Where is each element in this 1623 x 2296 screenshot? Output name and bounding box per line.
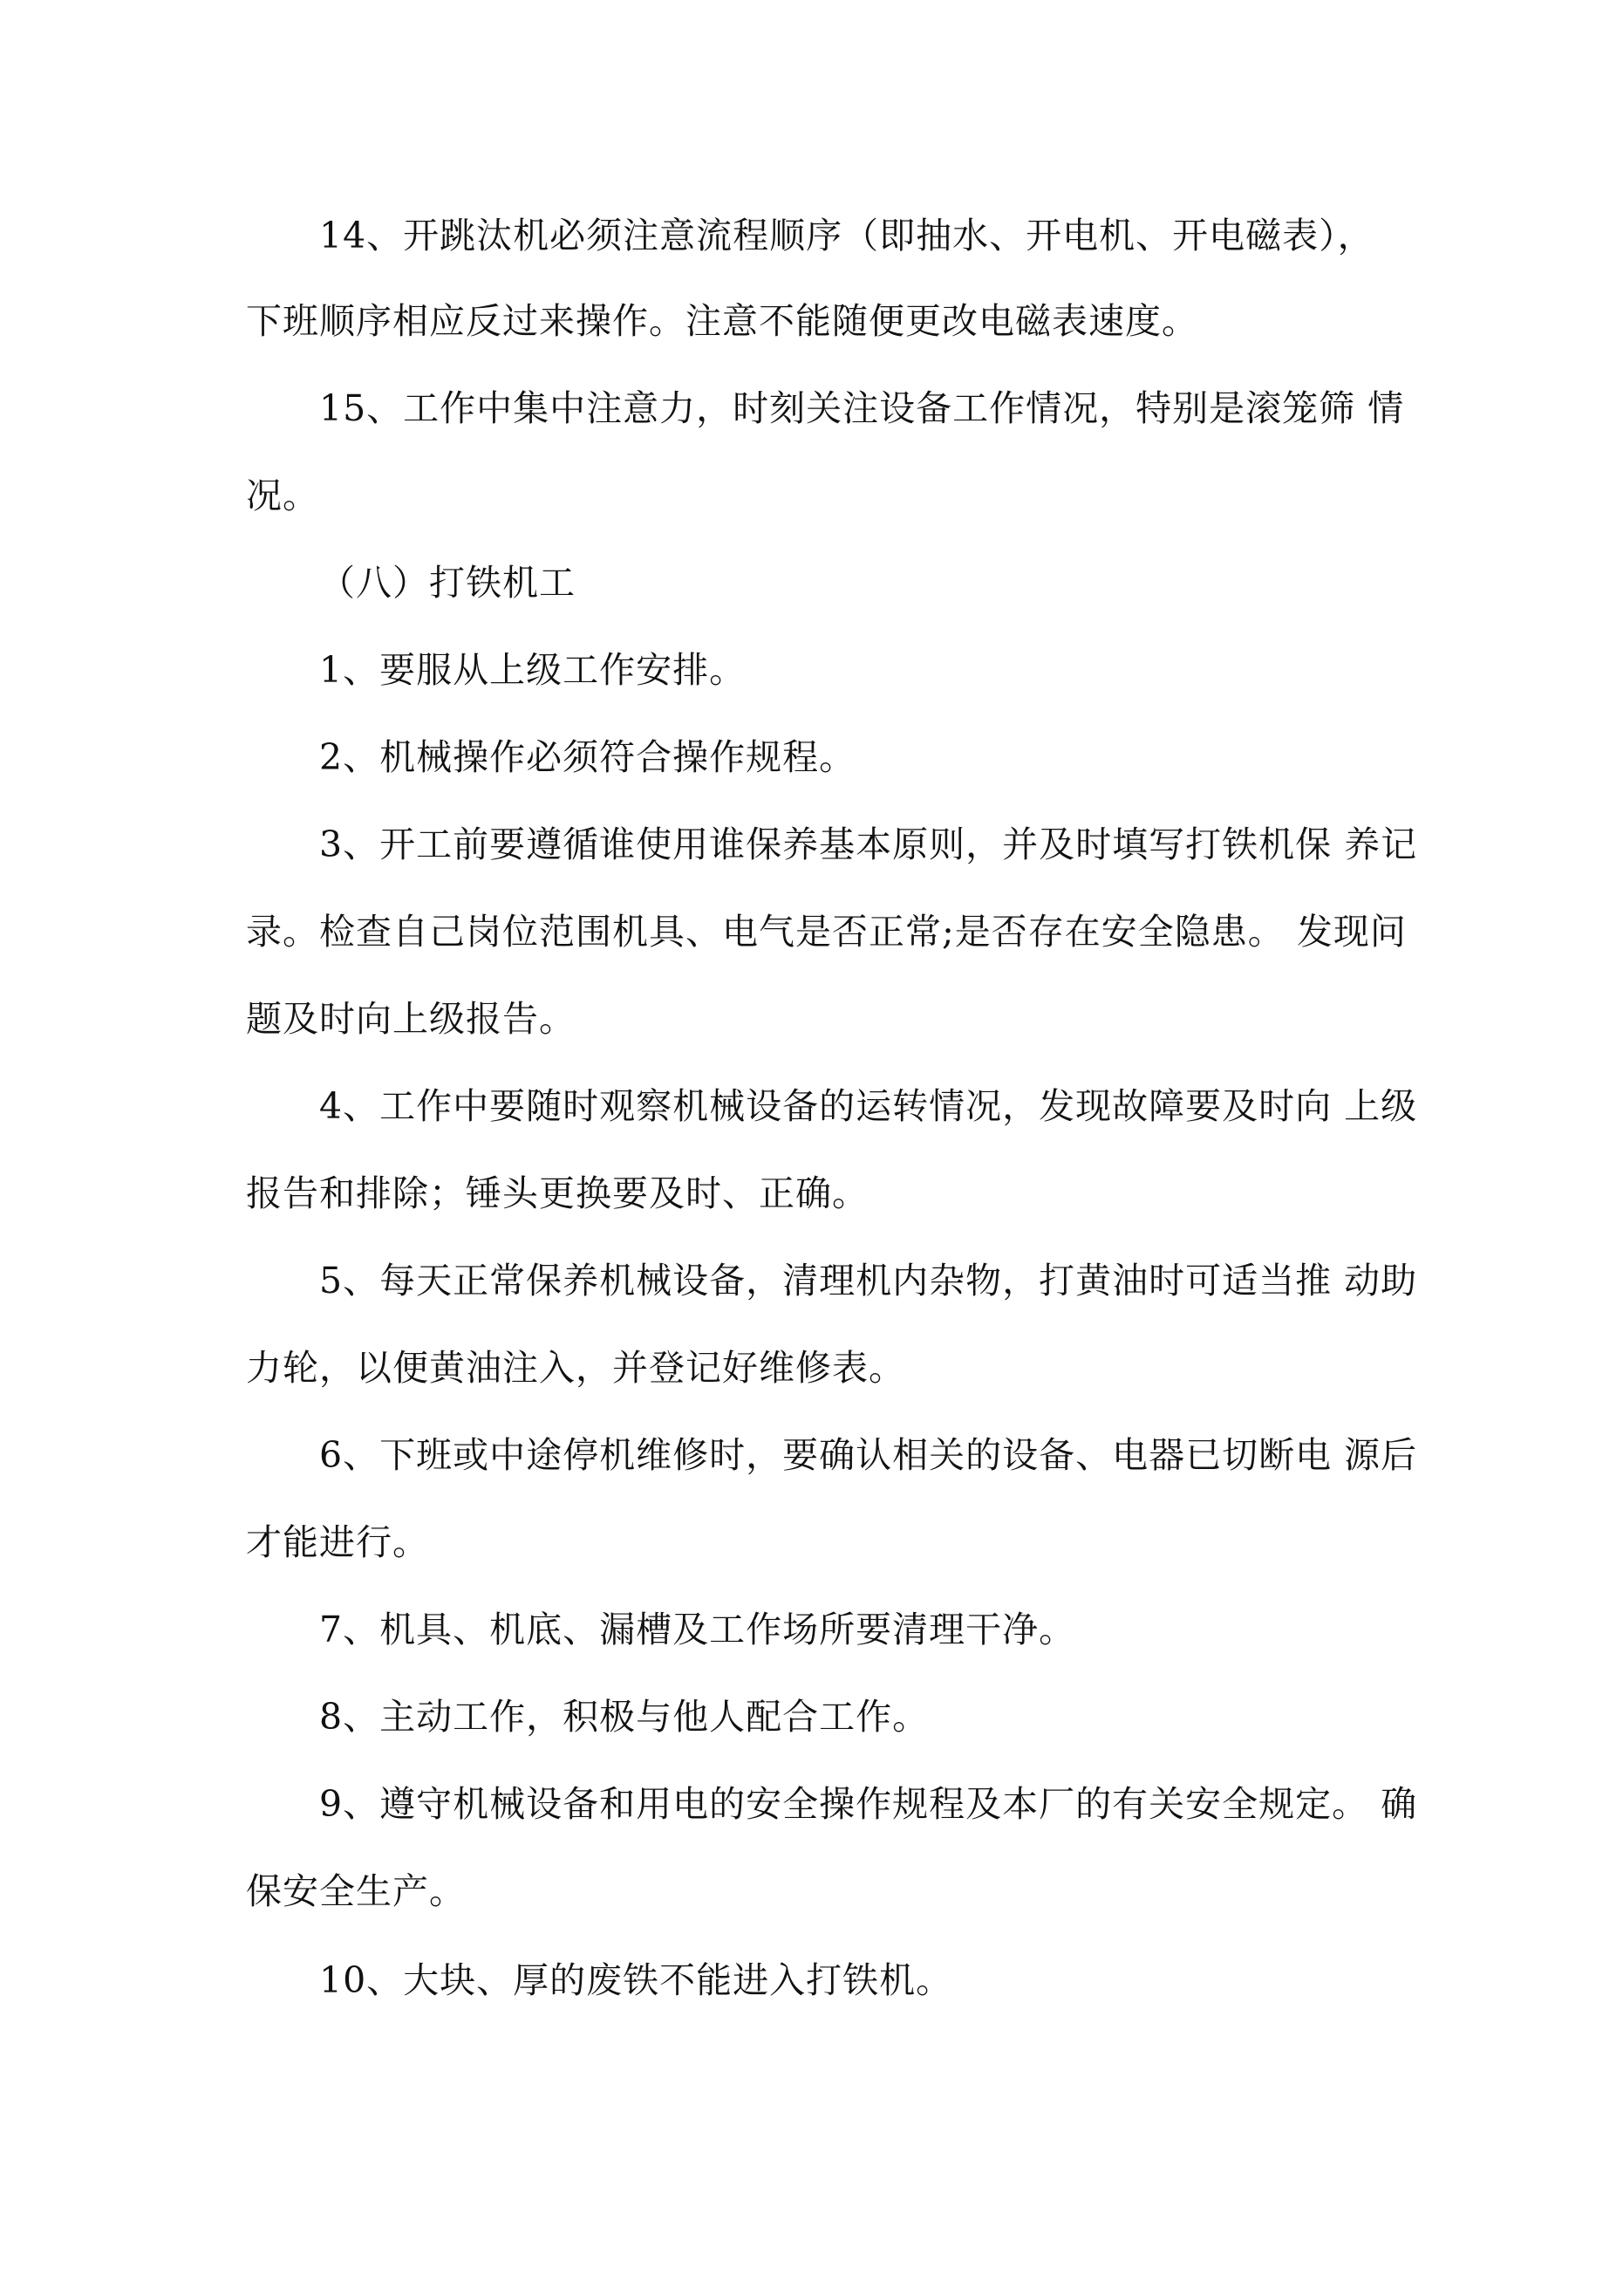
item-5-line-2: 力轮，以便黄油注入，并登记好维修表。	[246, 1347, 905, 1389]
paragraph-15-line-1: 15、工作中集中注意力，时刻关注设备工作情况，特别是滚笼筛 情	[319, 387, 1405, 429]
item-4-line-2: 报告和排除；锤头更换要及时、正确。	[246, 1172, 869, 1214]
paragraph-14-line-2: 下班顺序相应反过来操作。注意不能随便更改电磁表速度。	[246, 300, 1198, 342]
item-10: 10、大块、厚的废铁不能进入打铁机。	[319, 1959, 953, 2001]
paragraph-15-line-2: 况。	[246, 475, 319, 516]
item-4-line-1: 4、工作中要随时观察机械设备的运转情况，发现故障要及时向 上级	[319, 1085, 1418, 1127]
item-7: 7、机具、机底、漏槽及工作场所要清理干净。	[319, 1609, 1076, 1650]
paragraph-14-line-1: 14、开跳汰机必须注意流程顺序（即抽水、开电机、开电磁表），	[319, 215, 1374, 256]
item-5-line-1: 5、每天正常保养机械设备，清理机内杂物，打黄油时可适当推 动助	[319, 1260, 1418, 1302]
item-3-line-3: 题及时向上级报告。	[246, 998, 576, 1040]
item-2: 2、机械操作必须符合操作规程。	[319, 736, 856, 778]
item-8: 8、主动工作，积极与他人配合工作。	[319, 1696, 930, 1738]
item-9-line-1: 9、遵守机械设备和用电的安全操作规程及本厂的有关安全规定。 确	[319, 1783, 1418, 1825]
item-1: 1、要服从上级工作安排。	[319, 649, 747, 691]
item-6-line-1: 6、下班或中途停机维修时，要确认相关的设备、电器已切断电 源后	[319, 1434, 1418, 1476]
item-9-line-2: 保安全生产。	[246, 1870, 466, 1912]
item-6-line-2: 才能进行。	[246, 1521, 429, 1563]
item-3-line-2: 录。检查自己岗位范围机具、电气是否正常;是否存在安全隐患。 发现问	[246, 911, 1407, 953]
section-heading: （八）打铁机工	[319, 562, 576, 604]
item-3-line-1: 3、开工前要遵循谁使用谁保养基本原则，并及时填写打铁机保 养记	[319, 823, 1418, 865]
